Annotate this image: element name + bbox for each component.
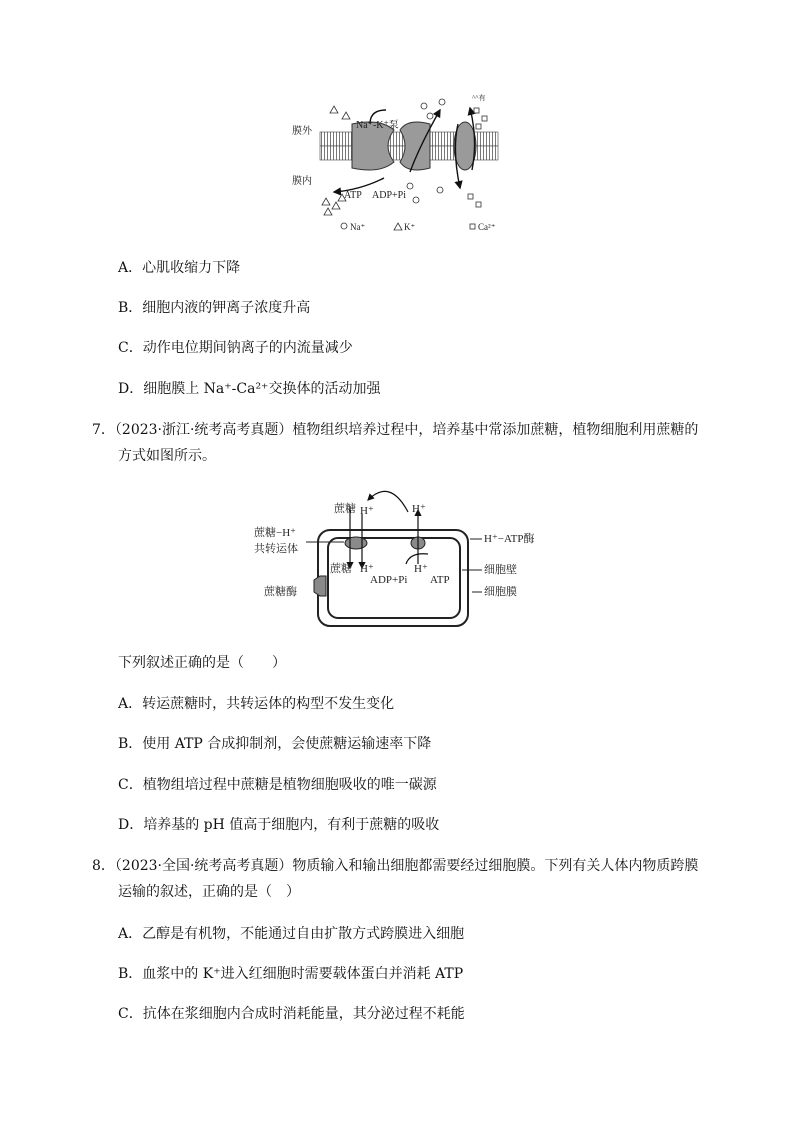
q7-stem-line2: 方式如图所示。 [118, 448, 216, 464]
h-in-right: H⁺ [414, 563, 428, 575]
adp-label: ADP+Pi [372, 190, 406, 201]
h-top-right: H⁺ [412, 503, 426, 515]
q6-option-b: B．细胞内液的钾离子浓度升高 [118, 300, 311, 316]
label-outside: 膜外 [292, 126, 312, 137]
sucrose-cell-figure [250, 482, 560, 634]
q6-option-c: C．动作电位期间钠离子的内流量减少 [118, 340, 353, 356]
sucrase-label: 蔗糖酶 [264, 586, 297, 598]
legend-na: Na⁺ [350, 222, 366, 232]
q7-prompt: 下列叙述正确的是（ ） [118, 655, 286, 671]
atp-label: ATP [430, 574, 450, 586]
q7-option-b: B．使用 ATP 合成抑制剂，会使蔗糖运输速率下降 [118, 736, 432, 752]
q8-option-a: A．乙醇是有机物，不能通过自由扩散方式跨膜进入细胞 [118, 926, 465, 942]
q7-stem-line1: 7．（2023·浙江·统考高考真题）植物组织培养过程中，培养基中常添加蔗糖，植物细胞利用蔗糖的 [92, 422, 699, 438]
membrane-pump-figure [290, 90, 500, 240]
cotransporter-label-1: 蔗糖−H⁺ [254, 527, 296, 539]
corner-text: ^^有 [472, 94, 486, 102]
pump-label: Na⁺-K⁺泵 [356, 120, 399, 131]
atp-label: ATP [344, 190, 362, 201]
q8-option-c: C．抗体在浆细胞内合成时消耗能量，其分泌过程不耗能 [118, 1006, 465, 1022]
legend-k: K⁺ [404, 222, 416, 232]
cell-membrane-label: 细胞膜 [484, 586, 517, 598]
legend-ca: Ca²⁺ [478, 222, 496, 232]
cotransporter-label-2: 共转运体 [254, 543, 298, 555]
h-atpase-label: H⁺−ATP酶 [484, 533, 535, 545]
q6-option-d: D．细胞膜上 Na⁺-Ca²⁺交换体的活动加强 [118, 381, 381, 397]
label-inside: 膜内 [292, 176, 312, 187]
adp-label: ADP+Pi [370, 574, 408, 586]
cell-wall-label: 细胞壁 [484, 564, 517, 576]
q8-stem-line2: 运输的叙述，正确的是（ ） [118, 884, 300, 900]
h-top-left: H⁺ [360, 505, 374, 517]
q7-option-c: C．植物组培过程中蔗糖是植物细胞吸收的唯一碳源 [118, 777, 437, 793]
sucrose-in: 蔗糖 [330, 563, 352, 575]
q7-option-a: A．转运蔗糖时，共转运体的构型不发生变化 [118, 696, 395, 712]
sucrose-top: 蔗糖 [334, 503, 356, 515]
h-in-left: H⁺ [360, 563, 374, 575]
q8-stem-line1: 8．（2023·全国·统考高考真题）物质输入和输出细胞都需要经过细胞膜。下列有关人体内物质跨膜 [92, 858, 699, 874]
q8-option-b: B．血浆中的 K⁺进入红细胞时需要载体蛋白并消耗 ATP [118, 966, 464, 982]
q7-option-d: D．培养基的 pH 值高于细胞内，有利于蔗糖的吸收 [118, 817, 440, 833]
q6-option-a: A．心肌收缩力下降 [118, 260, 241, 276]
